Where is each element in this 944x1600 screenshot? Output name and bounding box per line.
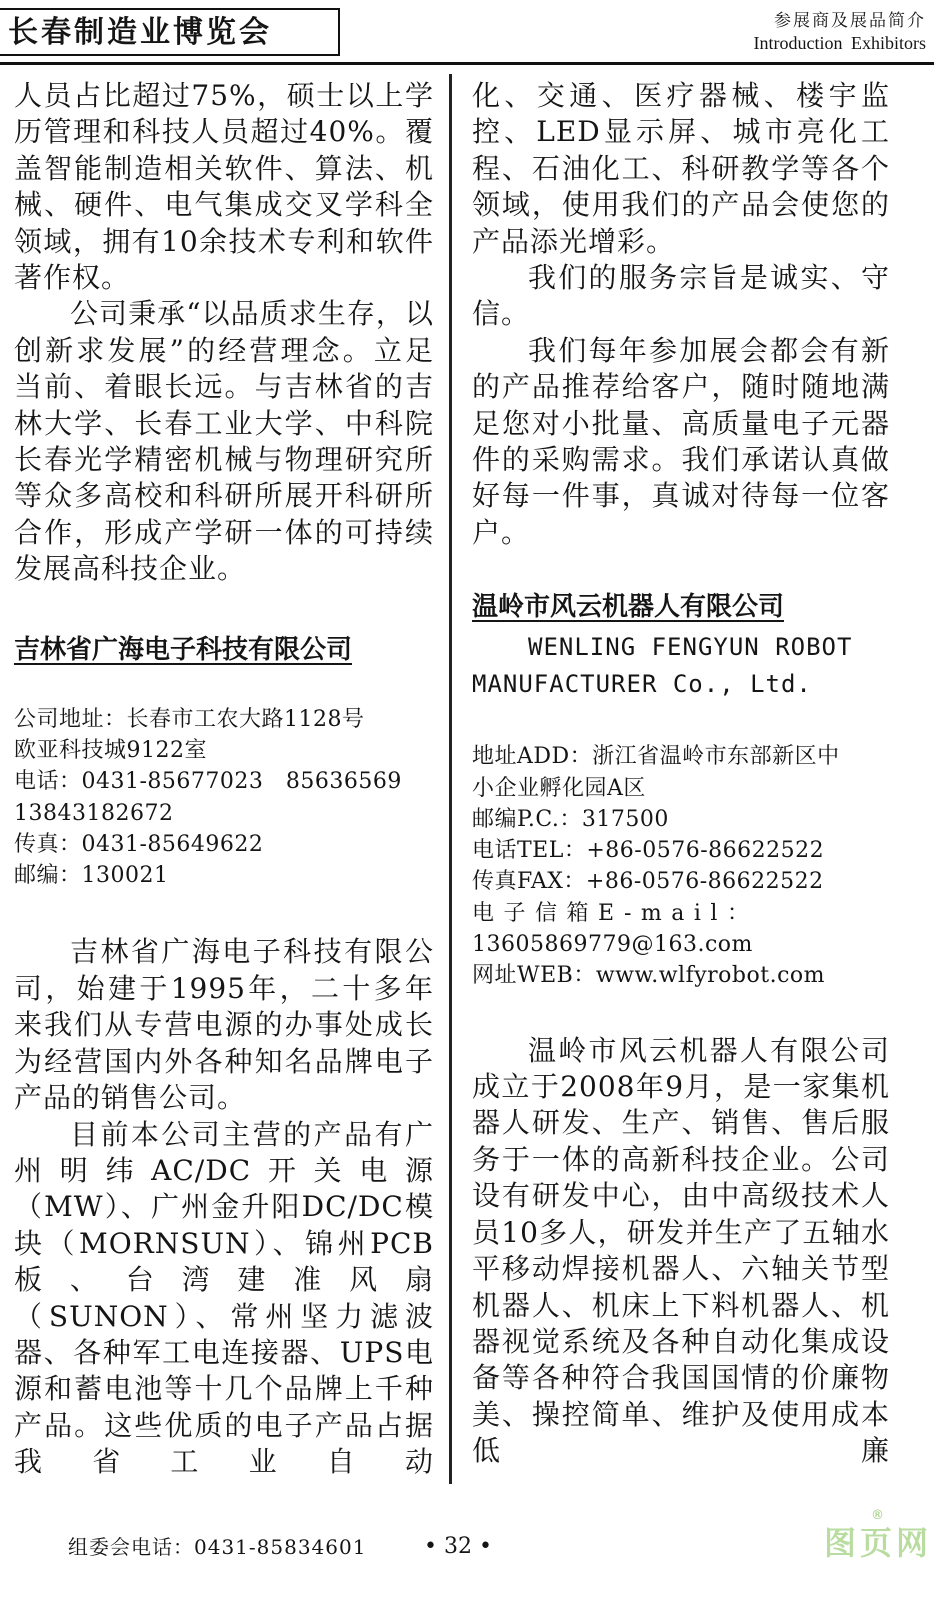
fax: 传真：0431-85649622: [14, 831, 264, 857]
section-title-en: Introduction Exhibitors: [753, 33, 926, 53]
header-section-label: [754, 10, 926, 54]
address-line-1: 公司地址：长春市工农大路1128号: [14, 706, 365, 732]
mission-paragraph: 公司秉承“以品质求生存，以创新求发展”的经营理念。立足当前、着眼长远。与吉林省的吉林大学、长春工业大学、中科院长春光学精密机械与物理研究所等众多高校和科研所展开科研所合作，形成产学研一体的可持续发展高科技企业。: [14, 297, 434, 586]
header-rule: [0, 62, 934, 65]
email: 13605869779@163.com: [472, 932, 753, 958]
footer-phone: 组委会电话：0431-85834601: [68, 1535, 367, 1559]
company-name-guanghai: 吉林省广海电子科技有限公司: [14, 634, 353, 665]
header-title: 长春制造业博览会: [8, 15, 272, 50]
company-english-name-1: WENLING FENGYUN ROBOT: [528, 633, 853, 662]
address-line-2: 欧亚科技城9122室: [14, 737, 207, 763]
continued-paragraph: 人员占比超过75%，硕士以上学历管理和科技人员超过40%。覆盖智能制造相关软件、算法、机械、硬件、电气集成交叉学科全领域，拥有10余技术专利和软件著作权。: [14, 79, 434, 295]
phone: 电话：0431-85677023 85636569: [14, 769, 402, 795]
exhibition-paragraph: 我们每年参加展会都会有新的产品推荐给客户，随时随地满足您对小批量、高质量电子元器件的采购需求。我们承诺认真做好每一件事，真诚对待每一位客户。: [472, 333, 890, 549]
column-divider: [449, 74, 452, 1484]
company-intro: 温岭市风云机器人有限公司成立于2008年9月，是一家集机器人研发、生产、销售、售后服务于一体的高新科技企业。公司设有研发中心，由中高级技术人员10多人，研发并生产了五轴水平移动焊接机器人、六轴关节型机器人、机床上下料机器人、机器视觉系统及各种自动化集成设备等各种符合我国国情的价廉物美、操控简单、维护及使用成本低廉: [472, 1033, 890, 1468]
company-intro-1: 吉林省广海电子科技有限公司，始建于1995年，二十多年来我们从专营电源的办事处成长为经营国内外各种知名品牌电子产品的销售公司。: [14, 935, 434, 1115]
company-intro-2: 目前本公司主营的产品有广州明纬AC/DC开关电源（MW）、广州金升阳DC/DC模块（MORNSUN）、锦州PCB板、台湾建准风扇（SUNON）、常州坚力滤波器、各种军工电连接器、UPS电源和蓄电池等十几个品牌上千种产品。这些优质的电子产品占据我省工业自动: [14, 1117, 434, 1479]
left-column: [14, 78, 434, 1481]
phone: 电话TEL：+86-0576-86622522: [472, 838, 825, 864]
mobile: 13843182672: [14, 800, 174, 826]
email-label: 电子信箱E-mail：: [472, 900, 759, 926]
address-line-1: 地址ADD：浙江省温岭市东部新区中: [472, 744, 840, 770]
page-number: • 32 •: [424, 1534, 492, 1559]
continued-paragraph: 化、交通、医疗器械、楼宇监控、LED显示屏、城市亮化工程、石油化工、科研教学等各个领域，使用我们的产品会使您的产品添光增彩。: [472, 79, 890, 258]
watermark-registered-mark: ®: [871, 1508, 884, 1523]
watermark-logo: 图页网: [823, 1524, 932, 1562]
postcode: 邮编P.C.：317500: [472, 806, 669, 832]
company-english-name-2: MANUFACTURER Co., Ltd.: [472, 670, 812, 699]
section-title-cn: 参展商及展品简介: [774, 11, 926, 31]
address-line-2: 小企业孵化园A区: [472, 775, 646, 801]
fax: 传真FAX：+86-0576-86622522: [472, 869, 824, 895]
right-column: [472, 78, 890, 1470]
postcode: 邮编：130021: [14, 863, 169, 889]
service-paragraph: 我们的服务宗旨是诚实、守信。: [472, 261, 890, 331]
company-name-fengyun: 温岭市风云机器人有限公司: [472, 592, 785, 623]
website: 网址WEB：www.wlfyrobot.com: [472, 963, 826, 989]
header-title-box: [0, 8, 340, 56]
